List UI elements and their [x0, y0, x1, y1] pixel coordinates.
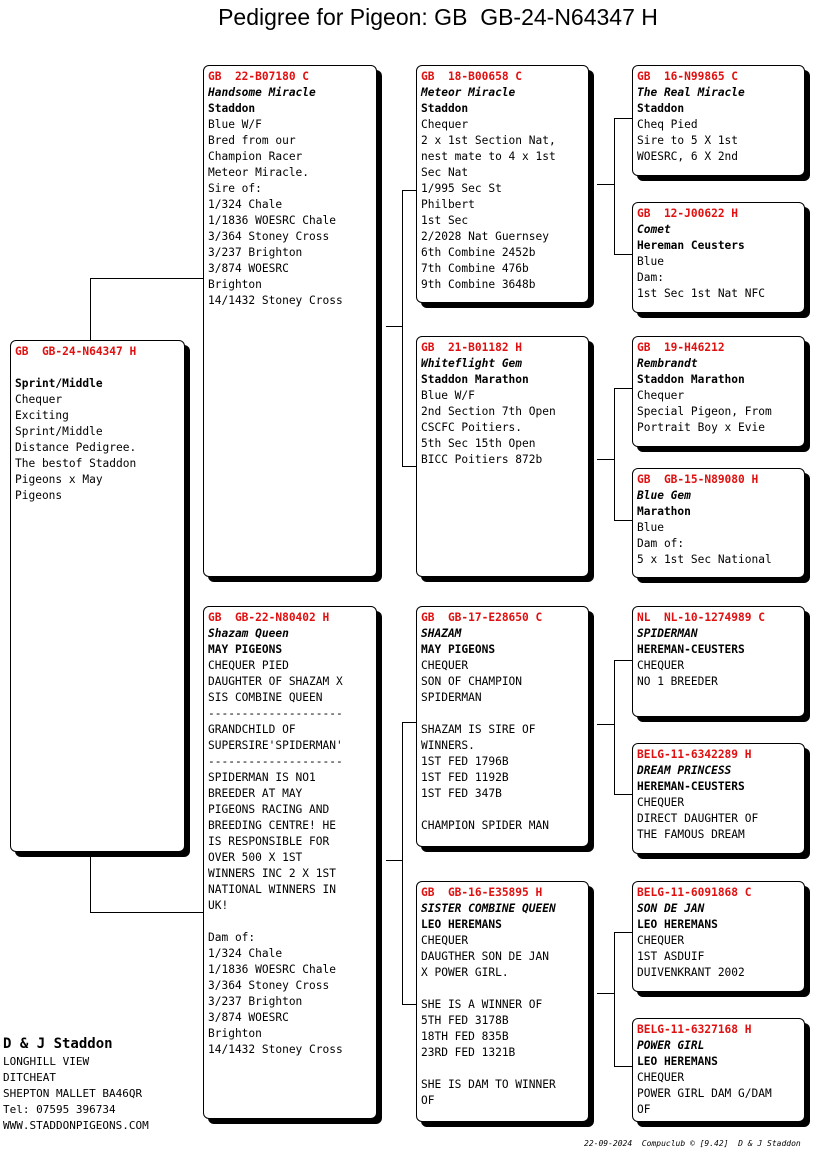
info-line: NATIONAL WINNERS IN — [208, 883, 336, 896]
breeder-name: Sprint/Middle — [15, 377, 103, 390]
info-line: Blue — [637, 255, 664, 268]
info-line: SPIDERMAN — [421, 691, 482, 704]
pigeon-name: Rembrandt — [637, 357, 698, 370]
info-line: 6th Combine 2452b — [421, 246, 536, 259]
info-line: Pigeons x May — [15, 473, 103, 486]
ring-number: GB GB-17-E28650 C — [421, 611, 543, 624]
ring-number: GB 16-N99865 C — [637, 70, 739, 83]
info-line: DAUGTHER SON DE JAN — [421, 950, 549, 963]
website-link[interactable]: WWW.STADDONPIGEONS.COM — [3, 1119, 149, 1132]
info-line: 7th Combine 476b — [421, 262, 529, 275]
connector — [614, 118, 615, 255]
connector — [614, 254, 632, 255]
pigeon-name: Handsome Miracle — [208, 86, 316, 99]
pigeon-name: POWER GIRL — [637, 1039, 705, 1052]
ring-number: NL NL-10-1274989 C — [637, 611, 765, 624]
breeder-name: Staddon — [637, 102, 685, 115]
breeder-name: Marathon — [637, 505, 691, 518]
sss-card[interactable] — [632, 65, 805, 176]
connector — [614, 932, 615, 1067]
info-line: 2nd Section 7th Open — [421, 405, 556, 418]
connector — [597, 724, 614, 725]
info-line: Portrait Boy x Evie — [637, 421, 765, 434]
info-line: Meteor Miracle. — [208, 166, 310, 179]
connector — [614, 118, 632, 119]
info-line: Chequer — [421, 118, 469, 131]
ring-number: GB 18-B00658 C — [421, 70, 523, 83]
breeder-name: HEREMAN-CEUSTERS — [637, 780, 745, 793]
info-line: Bred from our — [208, 134, 296, 147]
info-line: BICC Poitiers 872b — [421, 453, 543, 466]
info-line: 3/364 Stoney Cross — [208, 230, 330, 243]
breeder-name: LEO HEREMANS — [637, 918, 718, 931]
info-line: -------------------- — [208, 755, 343, 768]
connector — [597, 184, 614, 185]
dam-dam-card[interactable] — [416, 881, 589, 1122]
pigeon-name: Shazam Queen — [208, 627, 289, 640]
pigeon-name: SON DE JAN — [637, 902, 705, 915]
ring-number: GB GB-15-N89080 H — [637, 473, 759, 486]
ring-number: GB GB-24-N64347 H — [15, 345, 137, 358]
info-line: SHE IS A WINNER OF — [421, 998, 543, 1011]
connector — [386, 326, 402, 327]
info-line: 1ST FED 1796B — [421, 755, 509, 768]
connector — [90, 912, 204, 913]
info-line: 1/1836 WOESRC Chale — [208, 214, 336, 227]
ssd-card[interactable] — [632, 202, 805, 313]
phone: Tel: 07595 396734 — [3, 1103, 116, 1116]
connector — [597, 459, 614, 460]
info-line: SPIDERMAN IS NO1 — [208, 771, 316, 784]
info-line: 14/1432 Stoney Cross — [208, 1043, 343, 1056]
info-line: Brighton — [208, 1027, 262, 1040]
connector — [614, 520, 632, 521]
breeder-name: Staddon Marathon — [637, 373, 745, 386]
info-line: IS RESPONSIBLE FOR — [208, 835, 330, 848]
info-line: Pigeons — [15, 489, 63, 502]
info-line: CHEQUER — [637, 1071, 685, 1084]
info-line: NO 1 BREEDER — [637, 675, 718, 688]
info-line: 3/237 Brighton — [208, 246, 303, 259]
info-line: Brighton — [208, 278, 262, 291]
info-line: Chequer — [637, 389, 685, 402]
sire-sire-card[interactable] — [416, 65, 589, 303]
breeder-name: MAY PIGEONS — [421, 643, 496, 656]
info-line: 23RD FED 1321B — [421, 1046, 516, 1059]
ddd-card[interactable] — [632, 1018, 805, 1122]
dam-sire-card[interactable] — [416, 606, 589, 847]
ring-number: BELG-11-6342289 H — [637, 748, 752, 761]
ring-number: GB 12-J00622 H — [637, 207, 739, 220]
breeder-contact — [3, 1034, 149, 1134]
info-line: Dam of: — [208, 931, 256, 944]
ring-number: BELG-11-6091868 C — [637, 886, 752, 899]
info-line: UK! — [208, 899, 229, 912]
info-line: X POWER GIRL. — [421, 966, 509, 979]
info-line: CHEQUER — [637, 796, 685, 809]
info-line: SIS COMBINE QUEEN — [208, 691, 323, 704]
info-line: Blue W/F — [208, 118, 262, 131]
pigeon-name: SHAZAM — [421, 627, 462, 640]
breeder-name: LEO HEREMANS — [421, 918, 502, 931]
info-line: Exciting — [15, 409, 69, 422]
info-line: Blue W/F — [421, 389, 475, 402]
connector — [614, 388, 615, 521]
info-line: DAUGHTER OF SHAZAM X — [208, 675, 343, 688]
dam-card[interactable] — [203, 606, 377, 1119]
sire-card[interactable] — [203, 65, 377, 577]
info-line: CSCFC Poitiers. — [421, 421, 523, 434]
info-line: WOESRC, 6 X 2nd — [637, 150, 739, 163]
info-line: WINNERS INC 2 X 1ST — [208, 867, 336, 880]
connector — [402, 1004, 417, 1005]
connector — [90, 852, 91, 913]
info-line: Special Pigeon, From — [637, 405, 772, 418]
info-line: Dam of: — [637, 537, 685, 550]
info-line: 5TH FED 3178B — [421, 1014, 509, 1027]
connector — [402, 722, 403, 1005]
info-line: SHE IS DAM TO WINNER — [421, 1078, 556, 1091]
info-line: 3/874 WOESRC — [208, 262, 289, 275]
pigeon-name: Blue Gem — [637, 489, 691, 502]
pigeon-name: DREAM PRINCESS — [637, 764, 732, 777]
page-title: Pedigree for Pigeon: GB GB-24-N64347 H — [218, 4, 658, 30]
pigeon-name: Whiteflight Gem — [421, 357, 523, 370]
info-line: DUIVENKRANT 2002 — [637, 966, 745, 979]
connector — [614, 660, 632, 661]
connector — [90, 278, 204, 279]
breeder-name: Staddon — [421, 102, 469, 115]
info-line: 1st Sec 1st Nat NFC — [637, 287, 765, 300]
info-line: 5th Sec 15th Open — [421, 437, 536, 450]
info-line: OVER 500 X 1ST — [208, 851, 303, 864]
connector — [614, 388, 632, 389]
info-line: THE FAMOUS DREAM — [637, 828, 745, 841]
info-line — [208, 914, 372, 930]
info-line: Blue — [637, 521, 664, 534]
dsd-card[interactable] — [632, 743, 805, 854]
pigeon-name — [15, 360, 180, 376]
subject-card[interactable] — [10, 340, 185, 852]
info-line: SHAZAM IS SIRE OF — [421, 723, 536, 736]
info-line: -------------------- — [208, 707, 343, 720]
info-line: 2/2028 Nat Guernsey — [421, 230, 549, 243]
info-line: DIRECT DAUGHTER OF — [637, 812, 759, 825]
info-line: 3/364 Stoney Cross — [208, 979, 330, 992]
connector — [597, 993, 614, 994]
connector — [614, 1066, 632, 1067]
connector — [402, 190, 417, 191]
info-line: CHAMPION SPIDER MAN — [421, 819, 549, 832]
info-line: 9th Combine 3648b — [421, 278, 536, 291]
info-line: Distance Pedigree. — [15, 441, 137, 454]
address-line: SHEPTON MALLET BA46QR — [3, 1087, 143, 1100]
pigeon-name: The Real Miracle — [637, 86, 745, 99]
info-line: SON OF CHAMPION — [421, 675, 523, 688]
sds-card[interactable] — [632, 336, 805, 447]
breeder-name: MAY PIGEONS — [208, 643, 283, 656]
info-line — [421, 802, 584, 818]
ring-number: GB 19-H46212 — [637, 341, 725, 354]
connector — [402, 722, 417, 723]
info-line: CHEQUER — [637, 659, 685, 672]
pigeon-name: SISTER COMBINE QUEEN — [421, 902, 556, 915]
info-line: Dam: — [637, 271, 664, 284]
sdd-card[interactable] — [632, 468, 805, 578]
info-line: Cheq Pied — [637, 118, 698, 131]
connector — [614, 660, 615, 795]
info-line — [421, 706, 584, 722]
info-line: 1/1836 WOESRC Chale — [208, 963, 336, 976]
connector — [386, 860, 402, 861]
info-line: Sire of: — [208, 182, 262, 195]
ring-number: BELG-11-6327168 H — [637, 1023, 752, 1036]
sire-dam-card[interactable] — [416, 336, 589, 577]
pigeon-name: SPIDERMAN — [637, 627, 698, 640]
info-line: nest mate to 4 x 1st — [421, 150, 556, 163]
info-line — [421, 1061, 584, 1077]
address-line: LONGHILL VIEW — [3, 1055, 90, 1068]
ring-number: GB 22-B07180 C — [208, 70, 310, 83]
info-line: CHEQUER — [637, 934, 685, 947]
pigeon-name: Comet — [637, 223, 671, 236]
connector — [402, 466, 417, 467]
ring-number: GB GB-22-N80402 H — [208, 611, 330, 624]
info-line: 1/995 Sec St — [421, 182, 502, 195]
info-line: POWER GIRL DAM G/DAM — [637, 1087, 772, 1100]
info-line: WINNERS. — [421, 739, 475, 752]
info-line: Philbert — [421, 198, 475, 211]
info-line: GRANDCHILD OF — [208, 723, 296, 736]
pigeon-name: Meteor Miracle — [421, 86, 516, 99]
breeder-name: Staddon — [208, 102, 256, 115]
info-line: BREEDING CENTRE! HE — [208, 819, 336, 832]
breeder-name: HEREMAN-CEUSTERS — [637, 643, 745, 656]
info-line: BREEDER AT MAY — [208, 787, 303, 800]
info-line: PIGEONS RACING AND — [208, 803, 330, 816]
dds-card[interactable] — [632, 881, 805, 992]
breeder-name: Staddon Marathon — [421, 373, 529, 386]
info-line: 1/324 Chale — [208, 198, 283, 211]
dss-card[interactable] — [632, 606, 805, 717]
ring-number: GB GB-16-E35895 H — [421, 886, 543, 899]
info-line: CHEQUER — [421, 659, 469, 672]
connector — [90, 278, 91, 340]
connector — [614, 932, 632, 933]
breeder-name: D & J Staddon — [3, 1036, 113, 1052]
connector — [614, 794, 632, 795]
info-line: CHEQUER — [421, 934, 469, 947]
info-line: Sire to 5 X 1st — [637, 134, 739, 147]
info-line: Sec Nat — [421, 166, 469, 179]
info-line: SUPERSIRE'SPIDERMAN' — [208, 739, 343, 752]
info-line: 1st Sec — [421, 214, 469, 227]
address-line: DITCHEAT — [3, 1071, 56, 1084]
info-line: 3/237 Brighton — [208, 995, 303, 1008]
info-line: 14/1432 Stoney Cross — [208, 294, 343, 307]
info-line: 5 x 1st Sec National — [637, 553, 772, 566]
footer-credit: 22-09-2024 Compuclub © [9.42] D & J Staddon — [584, 1139, 801, 1148]
breeder-name: LEO HEREMANS — [637, 1055, 718, 1068]
info-line: CHEQUER PIED — [208, 659, 289, 672]
info-line: 1ST ASDUIF — [637, 950, 705, 963]
info-line: 18TH FED 835B — [421, 1030, 509, 1043]
info-line: Champion Racer — [208, 150, 303, 163]
info-line: The bestof Staddon — [15, 457, 137, 470]
info-line: 1ST FED 1192B — [421, 771, 509, 784]
info-line: 1/324 Chale — [208, 947, 283, 960]
info-line: 3/874 WOESRC — [208, 1011, 289, 1024]
info-line: Chequer — [15, 393, 63, 406]
info-line: Sprint/Middle — [15, 425, 103, 438]
info-line: OF — [421, 1094, 435, 1107]
info-line: OF — [637, 1103, 651, 1116]
info-line — [421, 981, 584, 997]
breeder-name: Hereman Ceusters — [637, 239, 745, 252]
info-line: 1ST FED 347B — [421, 787, 502, 800]
connector — [402, 190, 403, 467]
info-line: 2 x 1st Section Nat, — [421, 134, 556, 147]
ring-number: GB 21-B01182 H — [421, 341, 523, 354]
